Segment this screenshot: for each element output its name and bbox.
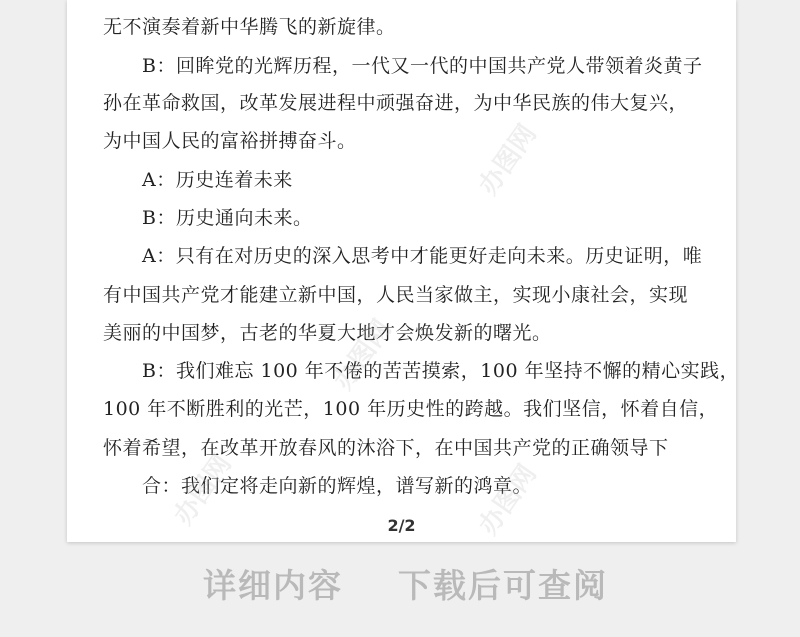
text-line: B：回眸党的光辉历程，一代又一代的中国共产党人带领着炎黄子 <box>142 55 703 77</box>
document-page <box>67 0 740 542</box>
text-line: 合：我们定将走向新的辉煌，谱写新的鸿章。 <box>142 475 533 497</box>
text-line: A：历史连着未来 <box>142 169 293 191</box>
bottom-action-bar <box>0 560 800 610</box>
text-line: 有中国共产党才能建立新中国，人民当家做主，实现小康社会，实现 <box>103 284 689 306</box>
text-line: 孙在革命救国，改革发展进程中顽强奋进，为中华民族的伟大复兴， <box>103 92 689 114</box>
text-line: A：只有在对历史的深入思考中才能更好走向未来。历史证明，唯 <box>142 245 703 267</box>
watermark-logo: 办图网 <box>473 459 543 541</box>
text-line: B：我们难忘 100 年不倦的苦苦摸索，100 年坚持不懈的精心实践， <box>142 360 740 382</box>
text-line: B：历史通向未来。 <box>142 207 313 229</box>
text-line: 美丽的中国梦，古老的华夏大地才会焕发新的曙光。 <box>103 322 552 344</box>
page-number: 2/2 <box>387 516 416 535</box>
watermark-logo: 办图网 <box>328 314 398 396</box>
text-line: 100 年不断胜利的光芒，100 年历史性的跨越。我们坚信，怀着自信， <box>103 398 719 420</box>
text-line: 无不演奏着新中华腾飞的新旋律。 <box>103 16 396 38</box>
text-line: 怀着希望，在改革开放春风的沐浴下，在中国共产党的正确领导下 <box>103 437 669 459</box>
text-line: 为中国人民的富裕拼搏奋斗。 <box>103 130 357 152</box>
details-button[interactable]: 详细内容 <box>203 566 343 605</box>
download-to-view-button[interactable]: 下载后可查阅 <box>398 566 608 605</box>
watermark-logo: 办图网 <box>473 119 543 201</box>
watermark-logo: 办图网 <box>168 449 238 531</box>
